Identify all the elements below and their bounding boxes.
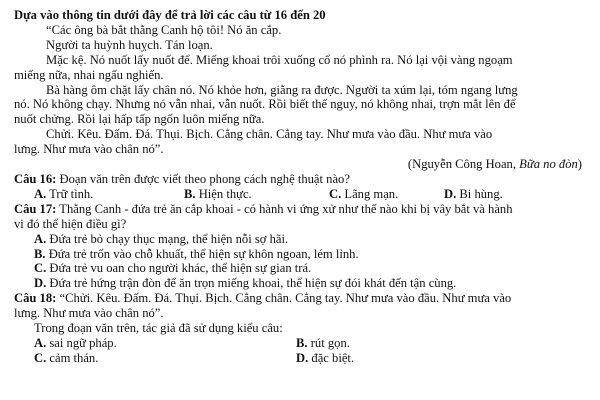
passage-line: “Các ông bà bắt thằng Canh hộ tôi! Nó ăn cắp. xyxy=(46,22,282,37)
question-16-options xyxy=(14,187,586,202)
option-letter: C. xyxy=(34,350,47,365)
question-text: “Chửi. Kêu. Đấm. Đá. Thụi. Bịch. Cẳng chân. Cẳng tay. Như mưa vào đầu. Như mưa vào xyxy=(56,291,512,306)
question-18-options-row2 xyxy=(14,351,586,366)
passage-line: miếng nữa, nhai ngấu nghiến. xyxy=(14,67,164,82)
option-text: đặc biệt. xyxy=(308,350,355,365)
option-letter: D. xyxy=(444,186,457,201)
option-text: sai ngữ pháp. xyxy=(46,335,117,350)
option-text: Đứa trẻ hứng trận đòn để ăn trọn miếng khoai, thể hiện sự đói khát đến tận cùng. xyxy=(46,276,457,291)
option-letter: A. xyxy=(34,231,47,246)
option-b[interactable] xyxy=(296,336,350,351)
option-d[interactable] xyxy=(14,276,586,291)
passage-line: nó. Nó không chạy. Nhưng nó vẫn nhai, vẫn nuốt. Rồi biết thế nguy, nó không nhai, trợn mắt lên để xyxy=(14,97,516,112)
question-label: Câu 18: xyxy=(14,291,57,306)
question-18-continued: lưng. Như mưa vào chân nó”. xyxy=(14,306,164,321)
passage-line: Người ta huỳnh huỵch. Tán loạn. xyxy=(46,37,213,52)
passage xyxy=(14,23,586,172)
option-a[interactable] xyxy=(34,336,296,351)
option-text: Đứa trẻ vu oan cho người khác, thể hiện sự gian trá. xyxy=(46,261,312,276)
question-16 xyxy=(14,172,586,187)
question-17-continued: vi đó thể hiện điều gì? xyxy=(14,216,127,231)
option-text: Đứa trẻ trốn vào chỗ khuất, thể hiện sự khôn ngoan, lém lỉnh. xyxy=(45,246,359,261)
option-letter: A. xyxy=(34,186,47,201)
option-letter: D. xyxy=(296,350,309,365)
option-text: Bi hùng. xyxy=(456,186,503,201)
question-18 xyxy=(14,291,586,306)
option-letter: A. xyxy=(34,335,47,350)
option-d[interactable] xyxy=(444,187,574,202)
question-18-options-row1 xyxy=(14,336,586,351)
source-prefix: (Nguyễn Công Hoan, xyxy=(407,157,520,172)
option-letter: B. xyxy=(34,246,46,261)
option-c[interactable] xyxy=(14,261,586,276)
option-text: Hiện thực. xyxy=(195,186,252,201)
question-text: Thằng Canh - đứa trẻ ăn cắp khoai - có hành vi ứng xử như thế nào khi bị vây bắt và hành xyxy=(56,201,513,216)
option-letter: B. xyxy=(296,335,308,350)
source-suffix: ) xyxy=(577,157,582,172)
option-letter: D. xyxy=(34,276,47,291)
option-b[interactable] xyxy=(184,187,329,202)
passage-line: Chửi. Kêu. Đấm. Đá. Thụi. Bịch. Cẳng chân. Cẳng tay. Như mưa vào đầu. Như mưa vào xyxy=(46,127,493,142)
option-a[interactable] xyxy=(34,187,184,202)
option-text: Lãng mạn. xyxy=(341,186,399,201)
option-b[interactable] xyxy=(14,247,586,262)
question-label: Câu 16: xyxy=(14,171,57,186)
option-letter: C. xyxy=(34,261,47,276)
passage-line: Mặc kệ. Nó nuốt lấy nuốt để. Miếng khoai trôi xuống cổ nó phình ra. Nó lại vội vàng ngoạm xyxy=(46,52,513,67)
option-text: Đứa trẻ bỏ chạy thục mạng, thể hiện nỗi sợ hãi. xyxy=(46,231,289,246)
question-label: Câu 17: xyxy=(14,201,57,216)
question-18-prompt: Trong đoạn văn trên, tác giả đã sử dụng kiểu câu: xyxy=(34,321,283,336)
option-text: cảm thán. xyxy=(46,350,99,365)
option-c[interactable] xyxy=(34,351,296,366)
option-text: rút gọn. xyxy=(307,335,350,350)
passage-line: lưng. Như mưa vào chân nó”. xyxy=(14,142,164,157)
option-d[interactable] xyxy=(296,351,354,366)
question-text: Đoạn văn trên được viết theo phong cách nghệ thuật nào? xyxy=(56,171,350,186)
option-a[interactable] xyxy=(14,232,586,247)
option-letter: C. xyxy=(329,186,342,201)
passage-source xyxy=(14,157,586,172)
option-c[interactable] xyxy=(329,187,444,202)
question-17 xyxy=(14,202,586,217)
option-text: Trữ tình. xyxy=(46,186,94,201)
section-heading: Dựa vào thông tin dưới đây để trả lời các câu từ 16 đến 20 xyxy=(14,8,326,22)
passage-line: nuốt chửng. Rồi lại hấp tấp ngốn luôn miếng nữa. xyxy=(14,112,265,127)
option-letter: B. xyxy=(184,186,196,201)
source-title: Bữa no đòn xyxy=(519,157,578,172)
passage-line: Bà hàng ôm chặt lấy chân nó. Nó khỏe hơn, giằng ra được. Người ta xúm lại, tóm ngang lưng xyxy=(46,82,518,97)
